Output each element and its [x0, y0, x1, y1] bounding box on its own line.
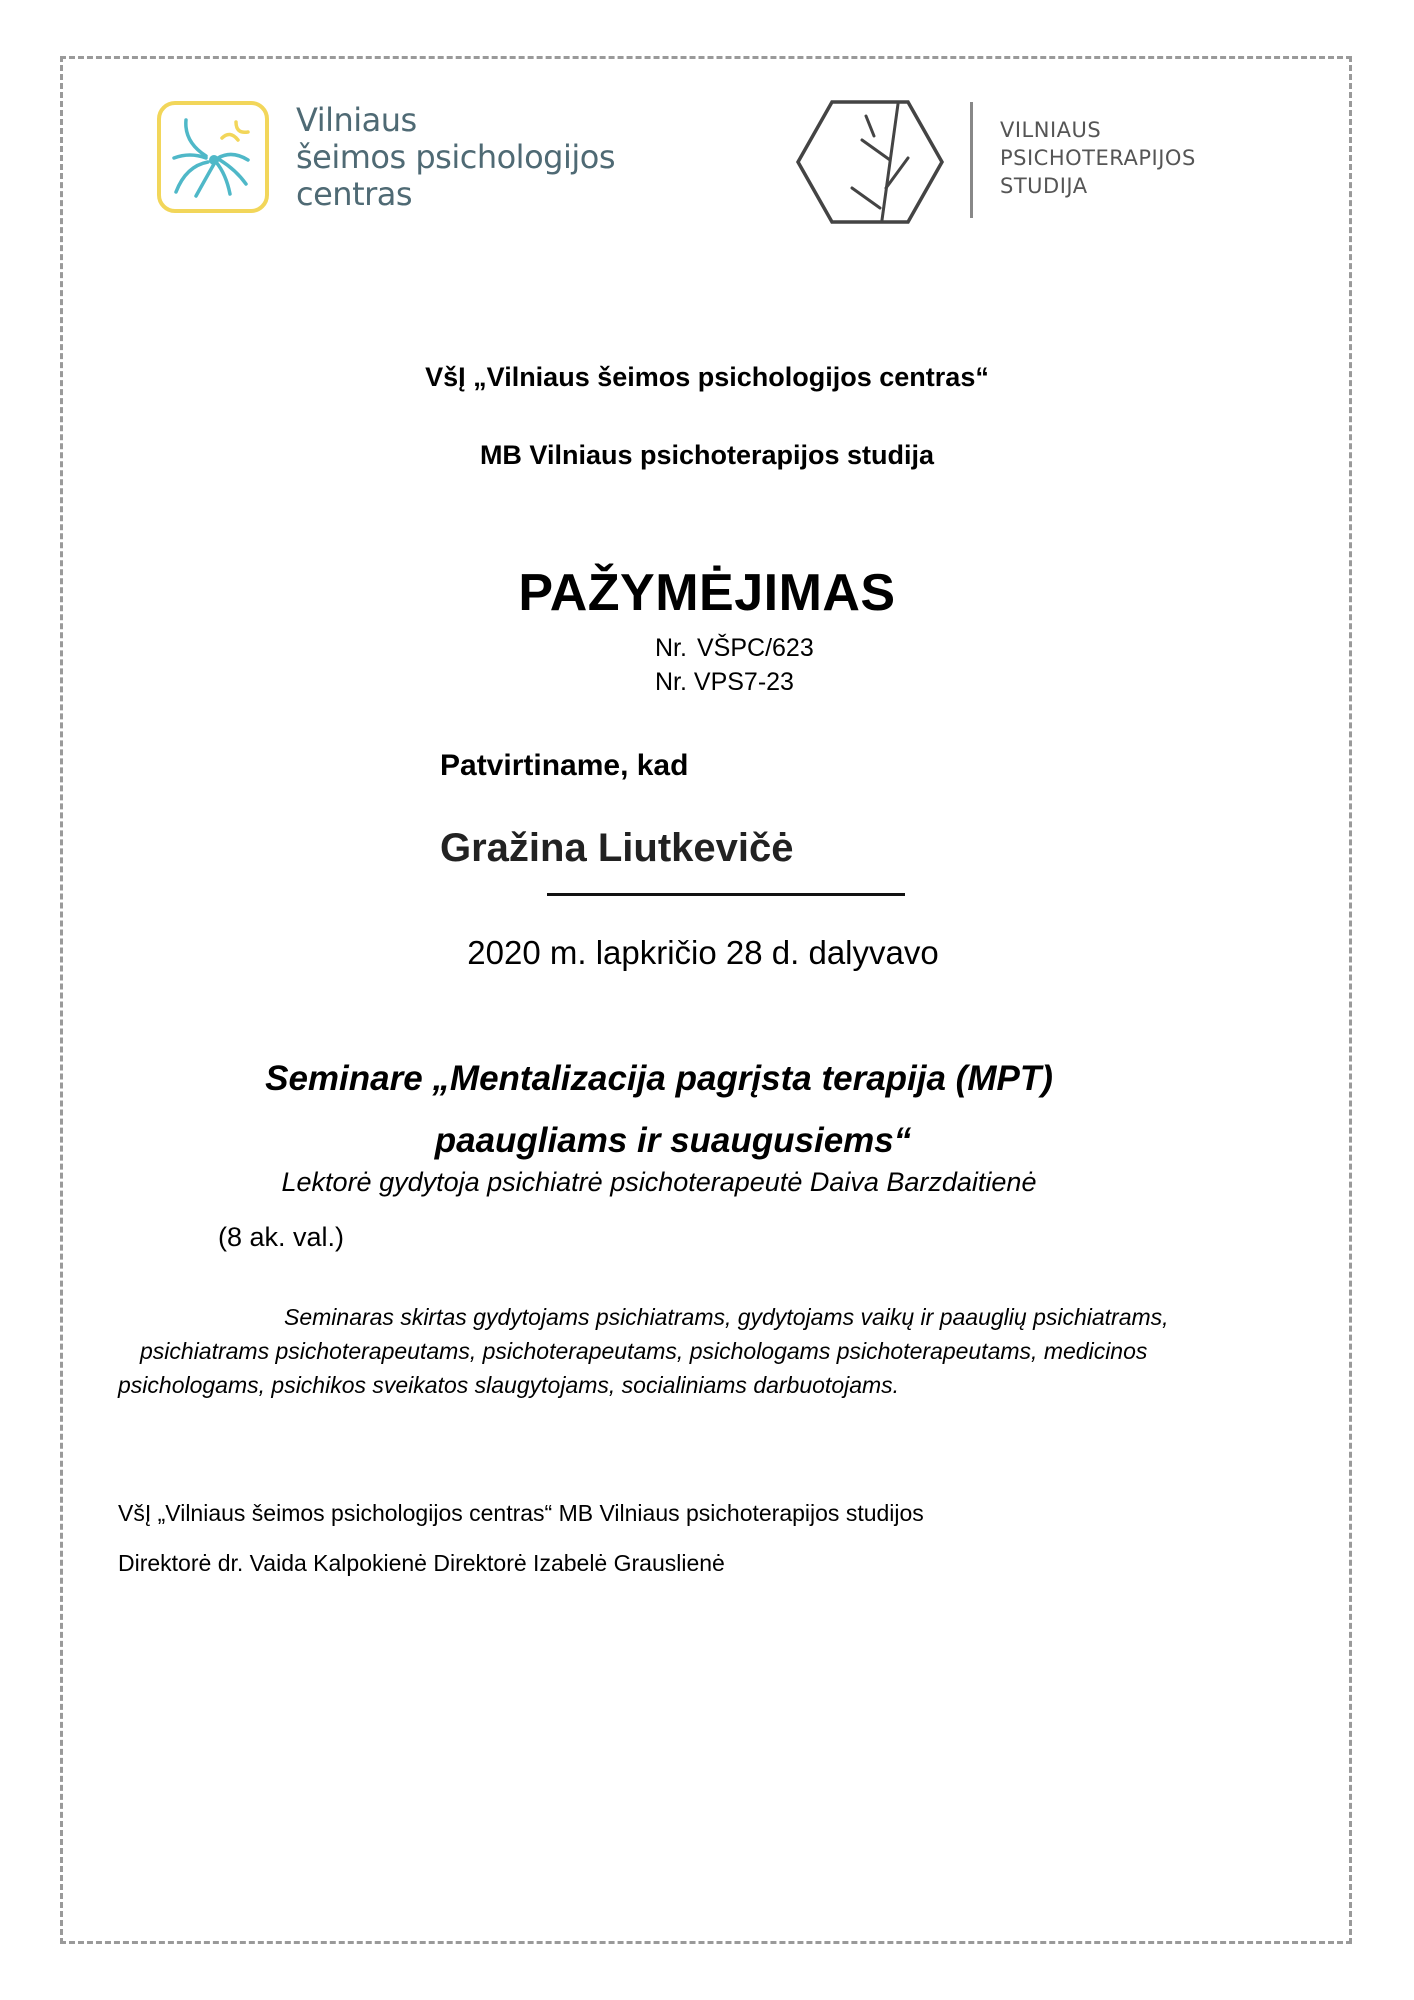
nr-label: Nr. — [655, 634, 687, 662]
footer-directors: Direktorė dr. Vaida Kalpokienė Direktorė Izabelė Grauslienė — [118, 1550, 725, 1576]
seminar-title-line-2: paaugliams ir suaugusiems“ — [434, 1121, 912, 1160]
audience-note — [118, 1300, 1298, 1402]
centras-emblem-icon — [156, 100, 276, 220]
vilniaus-seimos-psichologijos-centras-logo — [156, 100, 616, 220]
nr-value: VŠPC/623 — [697, 634, 814, 662]
footer-organizations: VšĮ „Vilniaus šeimos psichologijos centras“ MB Vilniaus psichoterapijos studijos — [118, 1500, 924, 1526]
certificate-number-1 — [655, 634, 814, 663]
name-underline — [547, 893, 905, 896]
logo-line: VILNIAUS — [1000, 118, 1102, 142]
lecturer-line: Lektorė gydytoja psichiatrė psichoterapeutė Daiva Barzdaitienė — [281, 1167, 1037, 1197]
organization-name-1: VšĮ „Vilniaus šeimos psichologijos centras“ — [425, 362, 989, 392]
organization-name-2: MB Vilniaus psichoterapijos studija — [479, 440, 935, 470]
logo-line: PSICHOTERAPIJOS — [1000, 146, 1196, 170]
logo-line: Vilniaus — [296, 101, 417, 139]
studija-logo-text — [1000, 116, 1196, 200]
hexagon-tree-icon — [790, 92, 950, 232]
certificate-number-2: Nr. VPS7-23 — [655, 668, 794, 696]
logo-line: šeimos psichologijos — [296, 138, 615, 176]
logo-line: STUDIJA — [1000, 174, 1088, 198]
certificate-title: PAŽYMĖJIMAS — [518, 564, 896, 622]
centras-logo-text — [296, 102, 615, 213]
audience-line: psichologams, psichikos sveikatos slaugytojams, socialiniams darbuotojams. — [118, 1372, 900, 1398]
participation-date: 2020 m. lapkričio 28 d. dalyvavo — [467, 934, 939, 971]
confirmation-text: Patvirtiname, kad — [440, 749, 689, 782]
certificate-border — [60, 56, 1352, 1944]
recipient-name: Gražina Liutkevičė — [440, 826, 794, 870]
seminar-title-line-1: Seminare „Mentalizacija pagrįsta terapija (MPT) — [265, 1059, 1053, 1098]
academic-hours: (8 ak. val.) — [218, 1222, 345, 1252]
audience-line: psichiatrams psichoterapeutams, psichoterapeutams, psichologams psichoterapeutams, medicinos — [140, 1338, 1148, 1364]
logo-divider — [970, 102, 973, 218]
audience-line: Seminaras skirtas gydytojams psichiatrams, gydytojams vaikų ir paauglių psichiatrams, — [284, 1304, 1169, 1330]
vilniaus-psichoterapijos-studija-logo — [790, 92, 1270, 232]
logo-line: centras — [296, 175, 413, 213]
